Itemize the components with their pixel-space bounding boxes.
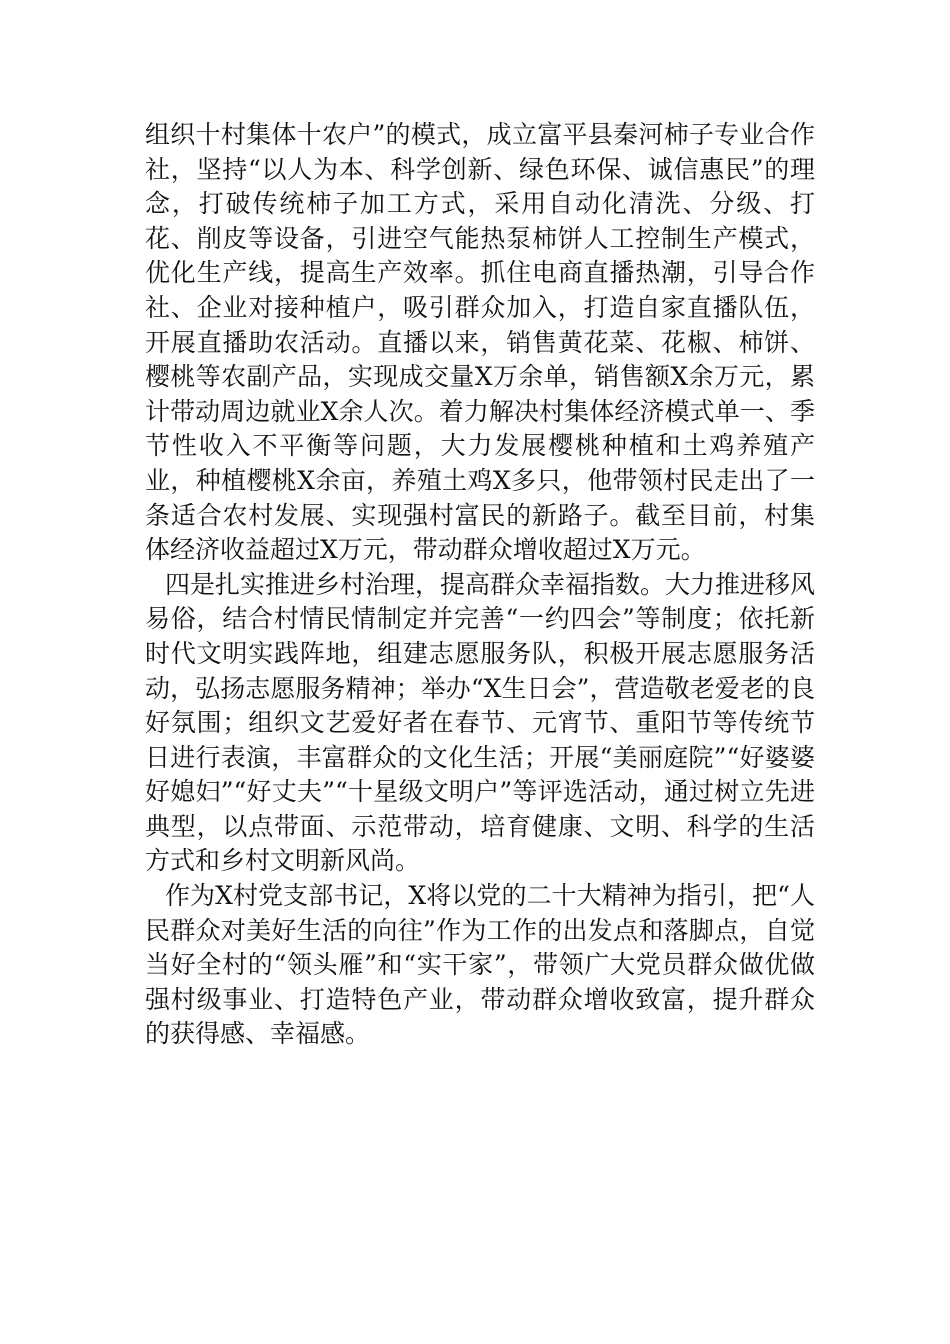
document-body bbox=[145, 118, 815, 1052]
paragraph-conclusion: 作为X村党支部书记，X将以党的二十大精神为指引，把“人民群众对美好生活的向往”作为工作的出发点和落脚点，自觉当好全村的“领头雁”和“实干家”，带领广大党员群众做优做强村级事业、打造特色产业，带动群众增收致富，提升群众的获得感、幸福感。 bbox=[145, 881, 815, 1049]
paragraph-rural-governance: 四是扎实推进乡村治理，提高群众幸福指数。大力推进移风易俗，结合村情民情制定并完善“一约四会”等制度；依托新时代文明实践阵地，组建志愿服务队，积极开展志愿服务活动，弘扬志愿服务精神；举办“X生日会”，营造敬老爱老的良好氛围；组织文艺爱好者在春节、元宵节、重阳节等传统节日进行表演，丰富群众的文化生活；开展“美丽庭院”“好婆婆好媳妇”“好丈夫”“十星级文明户”等评选活动，通过树立先进典型，以点带面、示范带动，培育健康、文明、科学的生活方式和乡村文明新风尚。 bbox=[145, 569, 816, 876]
paragraph-cooperative-development: 组织十村集体十农户”的模式，成立富平县秦河柿子专业合作社，坚持“以人为本、科学创新、绿色环保、诚信惠民”的理念，打破传统柿子加工方式，采用自动化清洗、分级、打花、削皮等设备，引进空气能热泵柿饼人工控制生产模式，优化生产线，提高生产效率。抓住电商直播热潮，引导合作社、企业对接种植户，吸引群众加入，打造自家直播队伍，开展直播助农活动。直播以来，销售黄花菜、花椒、柿饼、樱桃等农副产品，实现成交量X万余单，销售额X余万元，累计带动周边就业X余人次。着力解决村集体经济模式单一、季节性收入不平衡等问题，大力发展樱桃种植和土鸡养殖产业，种植樱桃X余亩，养殖土鸡X多只，他带领村民走出了一条适合农村发展、实现强村富民的新路子。截至目前，村集体经济收益超过X万元，带动群众增收超过X万元。 bbox=[145, 120, 815, 565]
